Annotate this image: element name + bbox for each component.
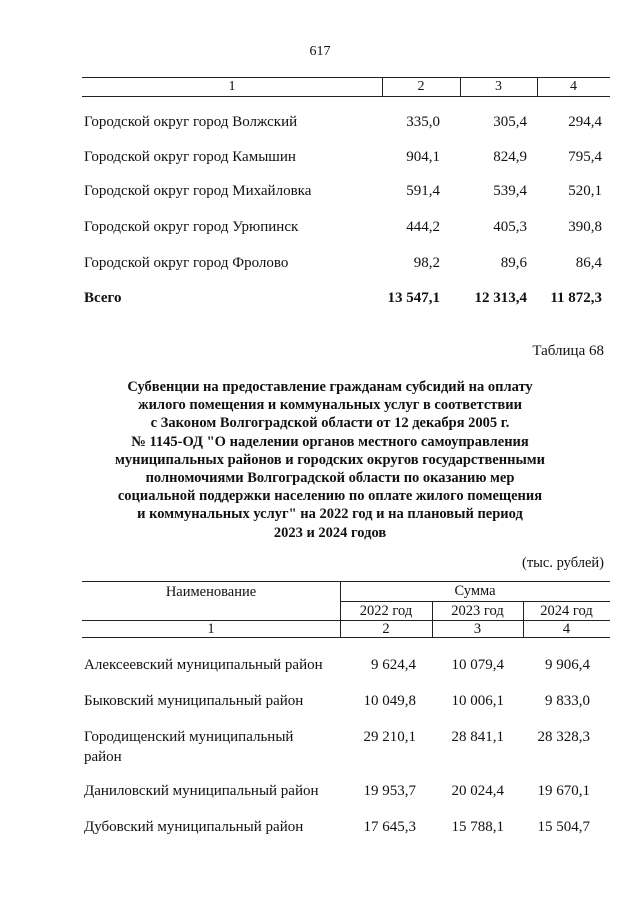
value-col4: 294,4 <box>568 114 602 130</box>
title-line: муниципальных районов и городских округов государственными <box>114 451 546 468</box>
value-col2: 591,4 <box>406 183 440 199</box>
value-2023: 10 006,1 <box>451 693 504 709</box>
value-col3: 824,9 <box>493 149 527 165</box>
row-name: Алексеевский муниципальный район <box>84 657 323 673</box>
row-name: Дубовский муниципальный район <box>84 819 304 835</box>
value-col4: 795,4 <box>568 149 602 165</box>
value-2022: 29 210,1 <box>363 729 416 745</box>
header-name: Наименование <box>165 584 257 600</box>
total-row <box>0 290 640 312</box>
units-label: (тыс. рублей) <box>522 555 604 571</box>
title-line: 2023 и 2024 годов <box>273 524 387 541</box>
value-2024: 28 328,3 <box>537 729 590 745</box>
value-2024: 9 833,0 <box>545 693 590 709</box>
title-line: социальной поддержки населению по оплате жилого помещения <box>117 488 543 505</box>
table-label: Таблица 68 <box>532 343 604 359</box>
total-col3: 12 313,4 <box>474 290 527 306</box>
column-header-3: 3 <box>495 79 502 94</box>
row-name: Городской округ город Камышин <box>84 149 296 165</box>
total-label: Всего <box>84 290 122 306</box>
title-line: и коммунальных услуг" на 2022 год и на плановый период <box>137 506 523 523</box>
value-2022: 17 645,3 <box>363 819 416 835</box>
total-col2: 13 547,1 <box>387 290 440 306</box>
table-header-border <box>82 96 610 97</box>
header-sum: Сумма <box>454 583 496 599</box>
value-2022: 10 049,8 <box>363 693 416 709</box>
page-number: 617 <box>309 44 331 59</box>
column-number-4: 4 <box>562 621 571 637</box>
table-title <box>80 378 580 542</box>
row-name: Городской округ город Фролово <box>84 255 289 271</box>
value-col2: 98,2 <box>413 255 440 271</box>
value-2024: 9 906,4 <box>545 657 590 673</box>
header-year-2023: 2023 год <box>451 603 504 619</box>
value-col4: 86,4 <box>575 255 602 271</box>
column-number-1: 1 <box>207 621 215 637</box>
column-number-3: 3 <box>473 621 482 637</box>
value-col3: 539,4 <box>493 183 527 199</box>
value-2022: 9 624,4 <box>371 657 416 673</box>
title-line: с Законом Волгоградской области от 12 декабря 2005 г. <box>150 415 510 432</box>
table-row <box>0 255 640 277</box>
value-col3: 89,6 <box>500 255 527 271</box>
value-col4: 390,8 <box>568 219 602 235</box>
value-col3: 305,4 <box>493 114 527 130</box>
value-2024: 19 670,1 <box>537 783 590 799</box>
value-2023: 10 079,4 <box>451 657 504 673</box>
value-col4: 520,1 <box>568 183 602 199</box>
title-line: полномочиями Волгоградской области по оказанию мер <box>145 470 515 487</box>
row-name: Городской округ город Волжский <box>84 114 298 130</box>
total-col4: 11 872,3 <box>550 290 602 306</box>
column-header-1: 1 <box>228 79 236 94</box>
table-row <box>0 114 640 136</box>
column-number-2: 2 <box>382 621 390 637</box>
row-name: Городской округ город Урюпинск <box>84 219 299 235</box>
value-2023: 20 024,4 <box>451 783 504 799</box>
value-2023: 28 841,1 <box>451 729 504 745</box>
value-col2: 904,1 <box>406 149 440 165</box>
table-row <box>0 219 640 241</box>
value-col3: 405,3 <box>493 219 527 235</box>
row-name: Городской округ город Михайловка <box>84 183 312 199</box>
row-name: Быковский муниципальный район <box>84 693 304 709</box>
row-name: Городищенский муниципальный район <box>84 729 294 765</box>
header-year-2024: 2024 год <box>540 603 593 619</box>
title-line: Субвенции на предоставление гражданам субсидий на оплату <box>127 379 533 395</box>
header-year-2022: 2022 год <box>359 603 413 619</box>
column-header-2: 2 <box>417 79 425 94</box>
column-header-4: 4 <box>570 79 577 94</box>
title-line: жилого помещения и коммунальных услуг в соответствии <box>138 397 522 414</box>
value-2024: 15 504,7 <box>537 819 590 835</box>
value-col2: 335,0 <box>406 114 440 130</box>
value-2023: 15 788,1 <box>451 819 504 835</box>
row-name: Даниловский муниципальный район <box>84 783 319 799</box>
value-2022: 19 953,7 <box>363 783 416 799</box>
table-row <box>0 149 640 171</box>
value-col2: 444,2 <box>406 219 440 235</box>
table-row <box>0 183 640 205</box>
title-line: № 1145-ОД "О наделении органов местного самоуправления <box>131 433 529 450</box>
